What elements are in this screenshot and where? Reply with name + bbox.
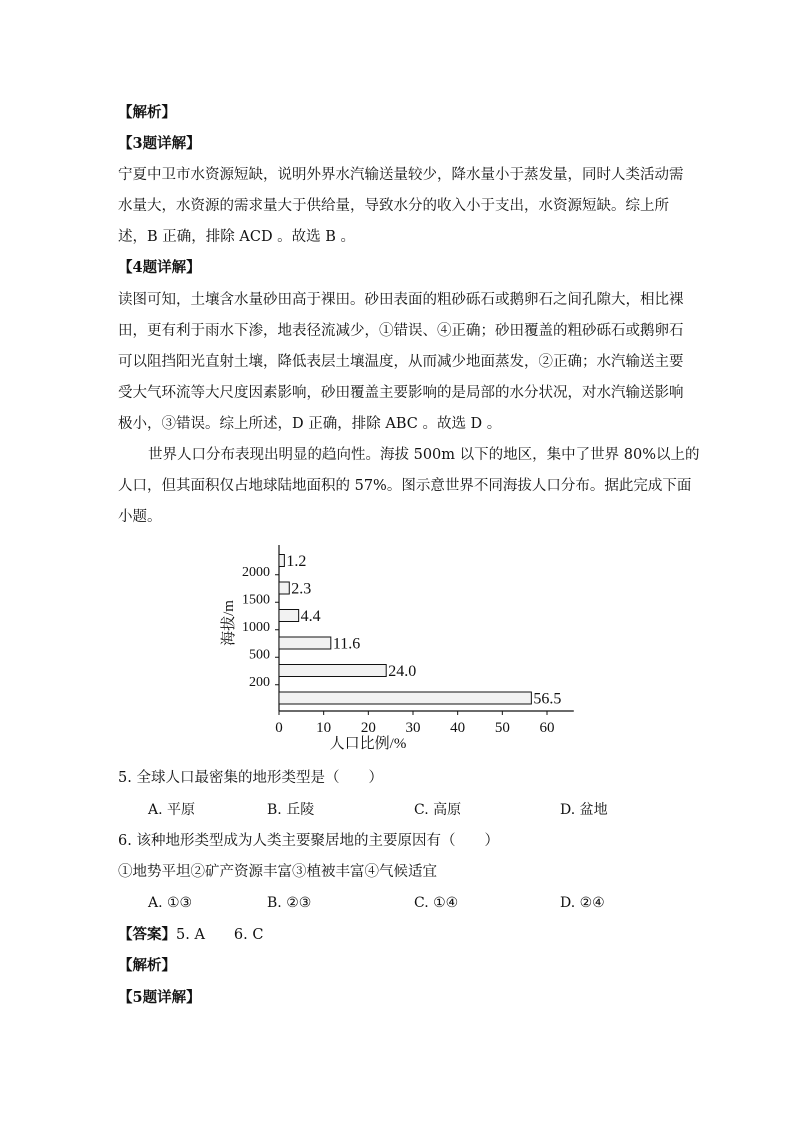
x-tick-label: 30 (405, 720, 421, 736)
intro-paragraph-line: 小题。 (118, 509, 162, 525)
q5-option-a: A. 平原 (148, 802, 196, 818)
q5-detail-heading: 【5题详解】 (118, 989, 201, 1006)
q6-statements: ①地势平坦②矿产资源丰富③植被丰富④气候适宜 (118, 864, 437, 880)
x-tick-label: 60 (539, 720, 555, 736)
q5-option-b: B. 丘陵 (267, 802, 315, 818)
q5-option-c: C. 高原 (414, 802, 462, 818)
bar-value-label: 56.5 (533, 690, 562, 708)
bar-value-label: 1.2 (286, 553, 307, 570)
x-axis-label: 人口比例/% (329, 736, 407, 752)
answer-text: 5. A 6. C (176, 927, 264, 943)
analysis-heading: 【解析】 (118, 104, 176, 121)
q3-paragraph-line: 述，B 正确，排除 ACD 。故选 B 。 (118, 229, 356, 245)
q4-paragraph-line: 田，更有利于雨水下渗，地表径流减少，①错误、④正确；砂田覆盖的粗砂砾石或鹅卵石 (118, 323, 684, 339)
answer-line (118, 925, 263, 945)
y-tick-label: 2000 (242, 564, 270, 580)
intro-paragraph-line: 世界人口分布表现出明显的趋向性。海拔 500m 以下的地区，集中了世界 80%以上的 (148, 447, 700, 463)
q6-option-d: D. ②④ (560, 895, 605, 911)
q3-detail-heading: 【3题详解】 (118, 135, 201, 152)
q5-option-d: D. 盆地 (560, 802, 608, 818)
y-tick-label: 200 (249, 674, 270, 690)
y-axis-label: 海拔/m (221, 600, 237, 646)
analysis-heading-2: 【解析】 (118, 957, 176, 974)
x-tick-label: 0 (275, 720, 283, 736)
answer-label: 【答案】 (118, 926, 176, 943)
q5-stem: 5. 全球人口最密集的地形类型是（ ） (118, 770, 383, 786)
y-tick-label: 1500 (242, 592, 270, 608)
chart-bar (279, 665, 386, 677)
x-tick-label: 40 (450, 720, 466, 736)
q3-paragraph-line: 宁夏中卫市水资源短缺，说明外界水汽输送量较少，降水量小于蒸发量，同时人类活动需 (118, 167, 684, 183)
q6-option-b: B. ②③ (267, 895, 312, 911)
q4-paragraph-line: 读图可知，土壤含水量砂田高于裸田。砂田表面的粗砂砾石或鹅卵石之间孔隙大，相比裸 (118, 292, 684, 308)
q6-option-c: C. ①④ (414, 895, 459, 911)
x-tick-label: 20 (360, 720, 376, 736)
q4-paragraph-line: 极小，③错误。综上所述，D 正确，排除 ABC 。故选 D 。 (118, 416, 502, 432)
bar-value-label: 4.4 (300, 608, 321, 625)
q4-detail-heading: 【4题详解】 (118, 259, 201, 276)
q4-paragraph-line: 可以阻挡阳光直射土壤，降低表层土壤温度，从而减少地面蒸发，②正确；水汽输送主要 (118, 354, 684, 370)
chart-bar (279, 637, 331, 649)
intro-paragraph-line: 人口，但其面积仅占地球陆地面积的 57%。图示意世界不同海拔人口分布。据此完成下面 (118, 478, 692, 494)
chart-bar (279, 582, 289, 594)
q4-paragraph-line: 受大气环流等大尺度因素影响，砂田覆盖主要影响的是局部的水分状况，对水汽输送影响 (118, 385, 684, 401)
y-tick-label: 1000 (242, 619, 270, 635)
chart-bar (279, 610, 299, 622)
q6-stem: 6. 该种地形类型成为人类主要聚居地的主要原因有（ ） (118, 833, 499, 849)
bar-value-label: 24.0 (388, 663, 417, 680)
chart-bar (279, 692, 531, 704)
bar-value-label: 11.6 (332, 635, 361, 653)
x-tick-label: 50 (494, 720, 510, 736)
bar-value-label: 2.3 (291, 580, 312, 598)
chart-bar (279, 555, 284, 567)
q3-paragraph-line: 水量大，水资源的需求量大于供给量，导致水分的收入小于支出，水资源短缺。综上所 (118, 198, 669, 214)
x-tick-label: 10 (316, 720, 332, 736)
y-tick-label: 500 (249, 647, 270, 663)
q6-option-a: A. ①③ (148, 895, 193, 911)
